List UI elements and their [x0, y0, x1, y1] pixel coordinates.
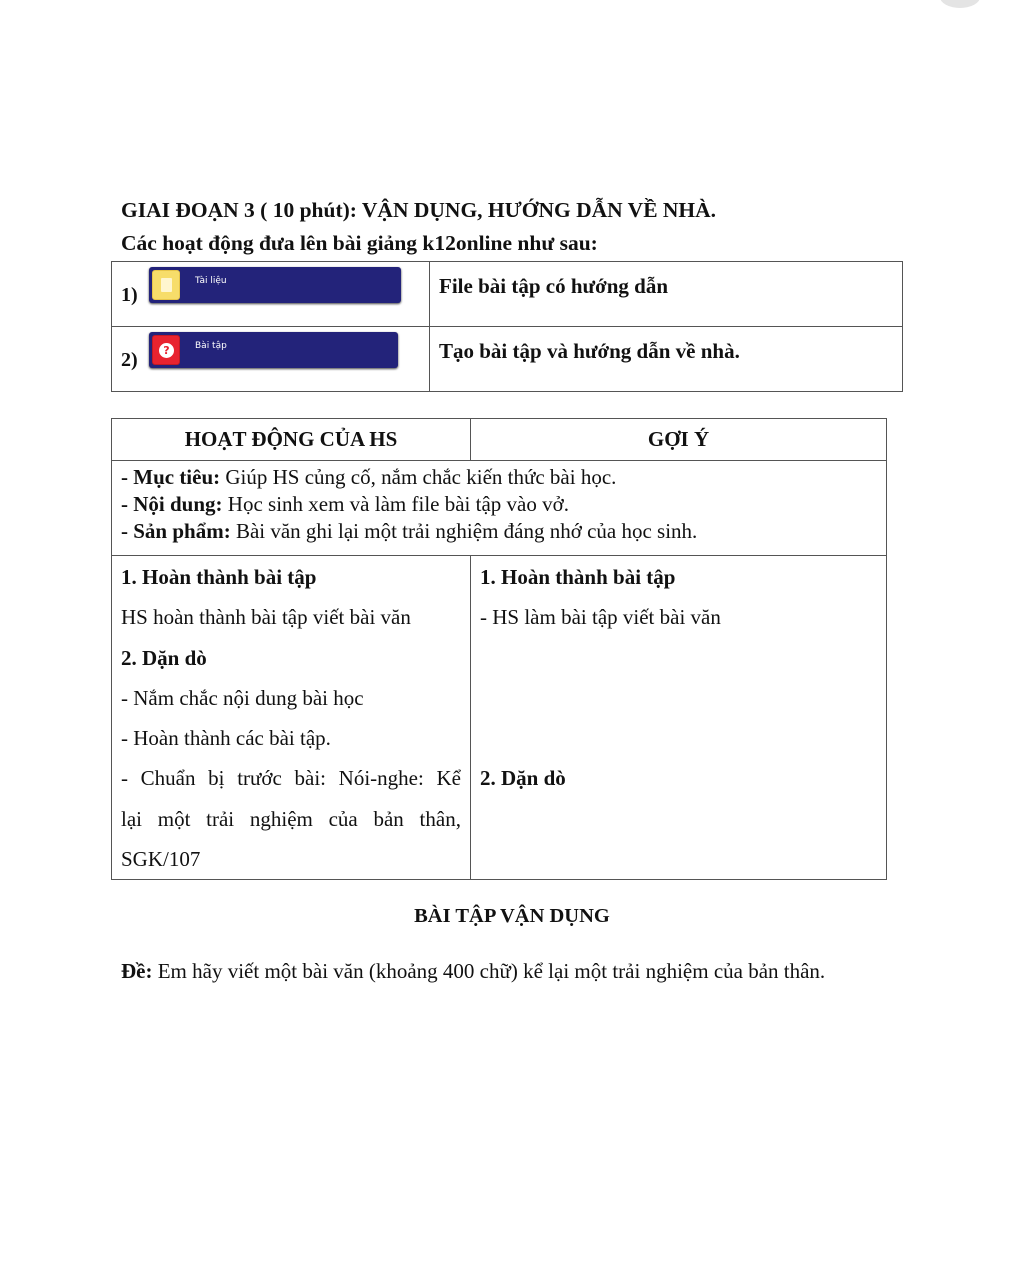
bullet-item: - Nắm chắc nội dung bài học [121, 685, 364, 710]
activity-guide-table [111, 418, 887, 880]
activity-description: Tạo bài tập và hướng dẫn về nhà. [430, 327, 903, 392]
activities-table [111, 261, 903, 392]
exercise-label: Đề: [121, 959, 153, 983]
content-label: - Nội dung: [121, 492, 223, 516]
bai-tap-label: Bài tập [195, 341, 227, 351]
goal-text: Giúp HS củng cố, nắm chắc kiến thức bài học. [220, 465, 617, 489]
section-text: HS hoàn thành bài tập viết bài văn [121, 605, 411, 630]
section-text: - HS làm bài tập viết bài văn [480, 605, 721, 630]
student-activity-header: HOẠT ĐỘNG CỦA HS [112, 419, 471, 461]
activity-number: 1) [121, 284, 138, 306]
exercise-text: Em hãy viết một bài văn (khoảng 400 chữ) kể lại một trải nghiệm của bản thân. [152, 959, 826, 983]
activity-row [112, 327, 903, 392]
suggestion-cell [471, 556, 887, 880]
activity-row [112, 262, 903, 327]
document-icon [152, 270, 180, 300]
bullet-item-line: - Chuẩn bị trước bài: Nói-nghe: Kể [121, 766, 461, 791]
suggestion-header: GỢI Ý [471, 419, 887, 461]
bai-tap-button[interactable] [149, 332, 398, 368]
activity-description: File bài tập có hướng dẫn [430, 262, 903, 327]
content-text: Học sinh xem và làm file bài tập vào vở. [222, 492, 569, 516]
section-title: 1. Hoàn thành bài tập [480, 565, 676, 589]
tai-lieu-button[interactable] [149, 267, 401, 303]
tai-lieu-label: Tài liệu [195, 276, 227, 286]
stage-heading: GIAI ĐOẠN 3 ( 10 phút): VẬN DỤNG, HƯỚNG DẪN VỀ NHÀ. [121, 198, 717, 222]
exercise-prompt [121, 955, 881, 987]
student-activity-cell [112, 556, 471, 880]
section-title: 1. Hoàn thành bài tập [121, 565, 317, 589]
section-title: 2. Dặn dò [480, 766, 566, 791]
corner-decoration [940, 0, 980, 8]
activity-number: 2) [121, 349, 138, 371]
section-title: 2. Dặn dò [121, 645, 207, 670]
objectives-cell [112, 461, 887, 556]
goal-label: - Mục tiêu: [121, 465, 221, 489]
product-label: - Sản phẩm: [121, 519, 231, 543]
question-icon: ? [152, 335, 180, 365]
bullet-item: - Hoàn thành các bài tập. [121, 726, 331, 751]
bullet-item-line: SGK/107 [121, 847, 201, 872]
product-text: Bài văn ghi lại một trải nghiệm đáng nhớ của học sinh. [230, 519, 698, 543]
bullet-item-line: lại một trải nghiệm của bản thân, [121, 806, 461, 831]
exercise-title: BÀI TẬP VẬN DỤNG [414, 905, 610, 927]
activities-intro: Các hoạt động đưa lên bài giảng k12online như sau: [121, 231, 598, 255]
